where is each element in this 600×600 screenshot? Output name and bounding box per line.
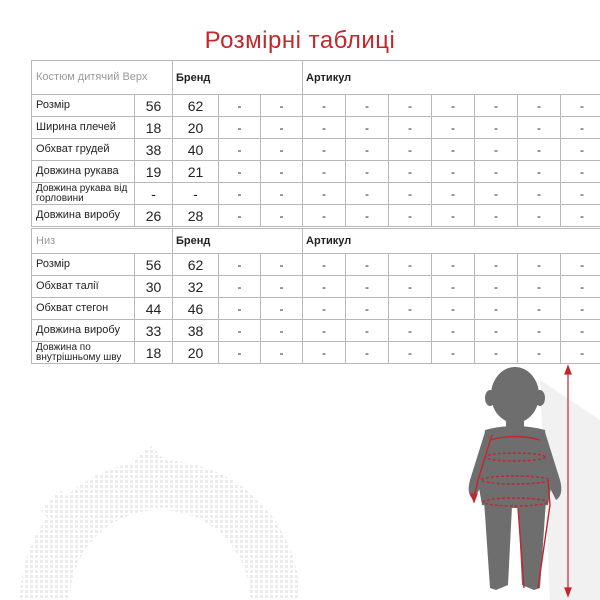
row-label: Довжина рукава (32, 161, 135, 183)
bottom-size-table (31, 228, 600, 364)
dash-cell: - (219, 298, 261, 320)
dash-cell: - (219, 254, 261, 276)
dash-cell: - (561, 161, 600, 183)
dash-cell: - (346, 95, 389, 117)
table-row (32, 117, 600, 139)
dash-cell: - (561, 254, 600, 276)
table-row (32, 139, 600, 161)
size-value: 30 (135, 276, 173, 298)
size-value: 33 (135, 320, 173, 342)
embroidery-ornament-icon (0, 390, 320, 600)
dash-cell: - (303, 95, 346, 117)
dash-cell: - (561, 276, 600, 298)
dash-cell: - (261, 95, 303, 117)
dash-cell: - (561, 95, 600, 117)
dash-cell: - (389, 205, 432, 227)
dash-cell: - (346, 320, 389, 342)
dash-cell: - (346, 117, 389, 139)
dash-cell: - (389, 95, 432, 117)
size-value: 46 (173, 298, 219, 320)
dash-cell: - (561, 342, 600, 364)
dash-cell: - (432, 276, 475, 298)
top-section-label: Костюм дитячий Верх (32, 61, 173, 95)
top-article-header: Артикул (303, 61, 600, 95)
dash-cell: - (518, 95, 561, 117)
dash-cell: - (261, 254, 303, 276)
dash-cell: - (346, 183, 389, 205)
dash-cell: - (561, 320, 600, 342)
dash-cell: - (303, 139, 346, 161)
dash-cell: - (261, 205, 303, 227)
dash-cell: - (475, 117, 518, 139)
dash-cell: - (346, 254, 389, 276)
size-value: 38 (135, 139, 173, 161)
dash-cell: - (518, 320, 561, 342)
dash-cell: - (561, 139, 600, 161)
size-value: 28 (173, 205, 219, 227)
dash-cell: - (432, 183, 475, 205)
dash-cell: - (432, 254, 475, 276)
dash-cell: - (561, 205, 600, 227)
dash-cell: - (303, 117, 346, 139)
dash-cell: - (261, 298, 303, 320)
dash-cell: - (475, 342, 518, 364)
dash-cell: - (475, 254, 518, 276)
row-label: Обхват грудей (32, 139, 135, 161)
dash-cell: - (561, 183, 600, 205)
size-value: 20 (173, 342, 219, 364)
dash-cell: - (432, 298, 475, 320)
size-value: - (135, 183, 173, 205)
size-value: 38 (173, 320, 219, 342)
dash-cell: - (561, 298, 600, 320)
table-row (32, 183, 600, 205)
size-value: 19 (135, 161, 173, 183)
dash-cell: - (261, 183, 303, 205)
table-row (32, 254, 600, 276)
table-row (32, 95, 600, 117)
row-label: Довжина рукава від горловини (32, 183, 135, 205)
dash-cell: - (389, 342, 432, 364)
dash-cell: - (432, 139, 475, 161)
dash-cell: - (432, 205, 475, 227)
table-row (32, 320, 600, 342)
size-value: 40 (173, 139, 219, 161)
top-brand-header: Бренд (173, 61, 303, 95)
dash-cell: - (346, 298, 389, 320)
dash-cell: - (346, 139, 389, 161)
table-row (32, 298, 600, 320)
dash-cell: - (518, 117, 561, 139)
dash-cell: - (346, 342, 389, 364)
dash-cell: - (518, 342, 561, 364)
dash-cell: - (219, 139, 261, 161)
dash-cell: - (303, 205, 346, 227)
size-value: - (173, 183, 219, 205)
dash-cell: - (303, 161, 346, 183)
table-row (32, 161, 600, 183)
dash-cell: - (303, 254, 346, 276)
bottom-brand-header: Бренд (173, 229, 303, 254)
dash-cell: - (518, 254, 561, 276)
table-row (32, 276, 600, 298)
dash-cell: - (303, 298, 346, 320)
dash-cell: - (475, 161, 518, 183)
dash-cell: - (389, 276, 432, 298)
dash-cell: - (518, 298, 561, 320)
row-label: Розмір (32, 95, 135, 117)
dash-cell: - (261, 342, 303, 364)
dash-cell: - (432, 161, 475, 183)
dash-cell: - (303, 320, 346, 342)
dash-cell: - (219, 183, 261, 205)
size-value: 18 (135, 342, 173, 364)
size-value: 26 (135, 205, 173, 227)
size-value: 56 (135, 95, 173, 117)
dash-cell: - (219, 205, 261, 227)
dash-cell: - (261, 161, 303, 183)
dash-cell: - (219, 95, 261, 117)
dash-cell: - (475, 95, 518, 117)
row-label: Довжина по внутрішньому шву (32, 342, 135, 364)
bottom-article-header: Артикул (303, 229, 600, 254)
dash-cell: - (518, 139, 561, 161)
row-label: Ширина плечей (32, 117, 135, 139)
dash-cell: - (261, 139, 303, 161)
dash-cell: - (219, 276, 261, 298)
dash-cell: - (432, 117, 475, 139)
dash-cell: - (389, 161, 432, 183)
dash-cell: - (432, 320, 475, 342)
dash-cell: - (518, 161, 561, 183)
dash-cell: - (432, 342, 475, 364)
row-label: Розмір (32, 254, 135, 276)
row-label: Довжина виробу (32, 205, 135, 227)
row-label: Обхват стегон (32, 298, 135, 320)
dash-cell: - (346, 161, 389, 183)
size-value: 56 (135, 254, 173, 276)
dash-cell: - (389, 254, 432, 276)
dash-cell: - (346, 276, 389, 298)
dash-cell: - (389, 139, 432, 161)
dash-cell: - (475, 320, 518, 342)
dash-cell: - (475, 139, 518, 161)
dash-cell: - (303, 342, 346, 364)
page-title: Розмірні таблиці (204, 27, 396, 54)
table-row (32, 205, 600, 227)
dash-cell: - (518, 276, 561, 298)
size-value: 21 (173, 161, 219, 183)
dash-cell: - (518, 183, 561, 205)
size-value: 62 (173, 95, 219, 117)
dash-cell: - (389, 298, 432, 320)
dash-cell: - (261, 276, 303, 298)
bottom-section-label: Низ (32, 229, 173, 254)
size-value: 44 (135, 298, 173, 320)
dash-cell: - (475, 276, 518, 298)
dash-cell: - (261, 320, 303, 342)
dash-cell: - (475, 183, 518, 205)
dash-cell: - (261, 117, 303, 139)
dash-cell: - (475, 205, 518, 227)
size-value: 32 (173, 276, 219, 298)
dash-cell: - (389, 183, 432, 205)
dash-cell: - (219, 161, 261, 183)
size-value: 62 (173, 254, 219, 276)
size-value: 18 (135, 117, 173, 139)
child-measurement-figure-icon (440, 360, 600, 600)
dash-cell: - (518, 205, 561, 227)
dash-cell: - (389, 117, 432, 139)
size-value: 20 (173, 117, 219, 139)
dash-cell: - (346, 205, 389, 227)
dash-cell: - (219, 342, 261, 364)
dash-cell: - (303, 183, 346, 205)
dash-cell: - (475, 298, 518, 320)
dash-cell: - (432, 95, 475, 117)
top-size-table (31, 60, 600, 227)
dash-cell: - (561, 117, 600, 139)
dash-cell: - (303, 276, 346, 298)
dash-cell: - (389, 320, 432, 342)
row-label: Обхват талії (32, 276, 135, 298)
dash-cell: - (219, 320, 261, 342)
row-label: Довжина виробу (32, 320, 135, 342)
dash-cell: - (219, 117, 261, 139)
